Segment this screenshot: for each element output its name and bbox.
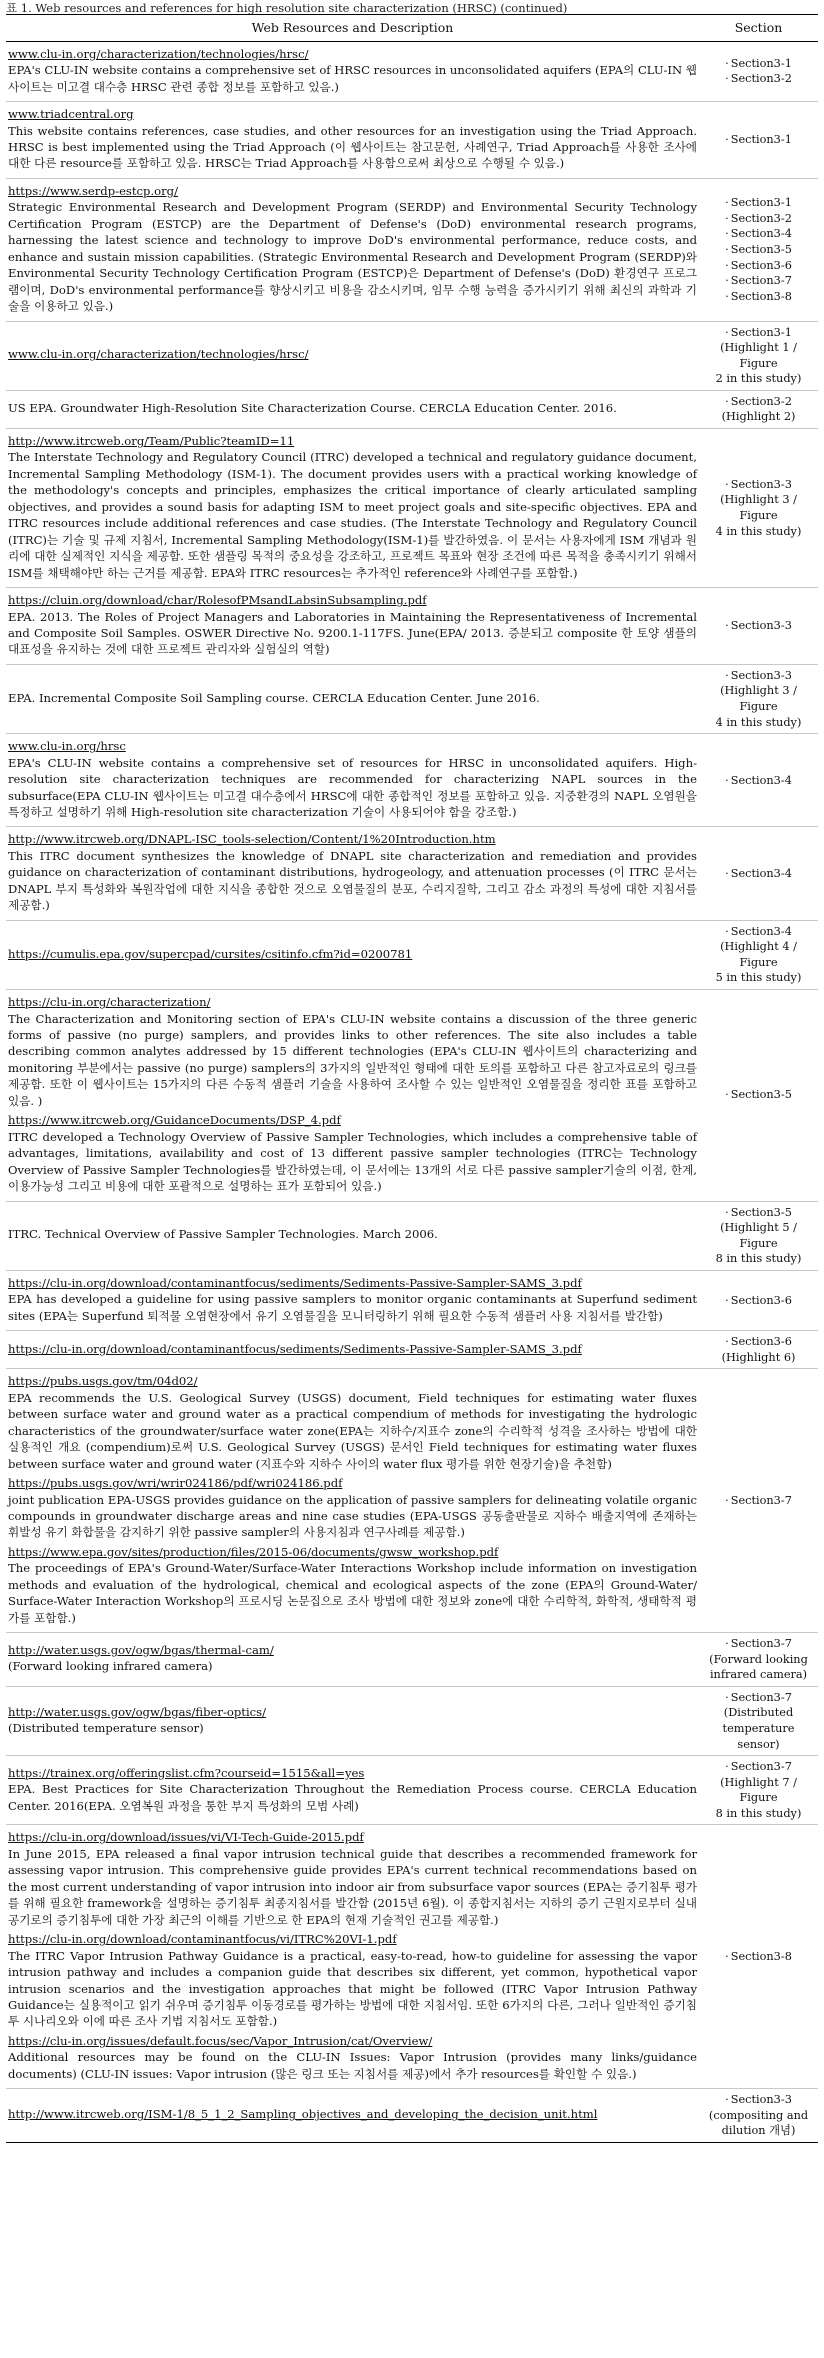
bullet-icon: · xyxy=(725,325,729,339)
section-label: (Highlight 4 / Figure xyxy=(720,940,797,969)
resource-item xyxy=(8,994,697,1109)
section-cell xyxy=(699,664,818,733)
resource-description: (Forward looking infrared camera) xyxy=(8,1659,213,1674)
resource-link[interactable]: https://trainex.org/offeringslist.cfm?courseid=1515&all=yes xyxy=(8,1765,365,1780)
section-column-header: Section xyxy=(699,15,818,42)
resource-link[interactable]: http://water.usgs.gov/ogw/bgas/thermal-cam/ xyxy=(8,1643,274,1658)
section-reference xyxy=(701,715,816,731)
section-reference xyxy=(701,939,816,970)
resource-description: EPA has developed a guideline for using passive samplers to monitor organic contaminants at Superfund sediment sites (EPA는 Superfund 퇴적물 오염현장에서 유기 오염물질을 모니터링하기 위해 필요한 수동적 샘플러 사용 지침서를 발간함) xyxy=(8,1292,697,1323)
resource-item xyxy=(8,831,697,913)
section-label: (Distributed xyxy=(723,1706,794,1720)
section-reference xyxy=(701,1705,816,1721)
resource-item xyxy=(8,183,697,315)
table-row xyxy=(6,1270,818,1330)
section-label: (Highlight 3 / Figure xyxy=(720,684,797,714)
resource-description: EPA. Incremental Composite Soil Sampling course. CERCLA Education Center. June 2016. xyxy=(8,690,540,705)
table-row xyxy=(6,1686,818,1755)
section-reference xyxy=(701,1721,816,1752)
section-reference xyxy=(701,1690,816,1706)
section-reference xyxy=(701,195,816,211)
section-label: dilution 개념) xyxy=(721,2124,796,2138)
section-reference xyxy=(701,1220,816,1251)
resource-description: The proceedings of EPA's Ground-Water/Surface-Water Interactions Workshop include information on investigation methods and evaluation of the hydrological, chemical and ecological aspects of the zone (EPA의 Ground-Water/ Surface-Water Interaction Workshop의 프로시딩 논문집으로 조사 방법에 대한 정보와 zone에 대한 수리학적, 화학적, 생태학적 평가를 포함함.) xyxy=(8,1561,697,1625)
section-cell xyxy=(699,1633,818,1687)
resource-link[interactable]: https://clu-in.org/download/contaminantfocus/vi/ITRC%20VI-1.pdf xyxy=(8,1932,397,1947)
section-reference xyxy=(701,668,816,684)
bullet-icon: · xyxy=(725,227,729,241)
resource-link[interactable]: https://www.serdp-estcp.org/ xyxy=(8,183,178,198)
bullet-icon: · xyxy=(725,477,729,491)
section-label: Section3-3 xyxy=(730,619,792,633)
section-cell xyxy=(699,827,818,920)
resource-cell xyxy=(6,2089,699,2143)
resource-link[interactable]: https://clu-in.org/download/contaminantfocus/sediments/Sediments-Passive-Sampler-SAMS_3.pdf xyxy=(8,1275,582,1290)
resource-item xyxy=(8,1642,697,1675)
resource-cell xyxy=(6,920,699,989)
resource-link[interactable]: https://pubs.usgs.gov/wri/wrir024186/pdf/wri024186.pdf xyxy=(8,1476,343,1491)
resource-item xyxy=(8,1275,697,1324)
section-label: Section3-7 xyxy=(730,274,792,288)
resource-cell xyxy=(6,1201,699,1270)
resource-item xyxy=(8,46,697,95)
resource-item xyxy=(8,592,697,658)
section-reference xyxy=(701,211,816,227)
bullet-icon: · xyxy=(725,56,729,70)
resource-cell xyxy=(6,827,699,920)
resource-description: This website contains references, case studies, and other resources for an investigation using the Triad Approach. HRSC is best implemented using the Triad Approach (이 웹사이트는 참고문헌, 사례연구, Triad Approach를 사용한 조사에 대한 다른 resource를 포함하고 있음. HRSC는 Triad Approach를 사용함으로써 최상으로 수행될 수 있음.) xyxy=(8,123,697,171)
section-label: Section3-3 xyxy=(730,2093,792,2107)
resource-description: Strategic Environmental Research and Development Program (SERDP) and Environmental Security Technology Certification Program (ESTCP) are the Department of Defense's (DoD) environmental research programs, harnessing the latest science and technology to improve DoD's environmental performance, reduce costs, and enhance and sustain mission capabilities. (Strategic Environmental Research and Development Program (SERDP)와 Environmental Security Technology Certification Program (ESTCP)은 Department of Defense's (DoD) 환경연구 프로그램이며, DoD's environmental performance를 향상시키고 비용을 감소시키며, 임무 수행 능력을 증가시키기 위해 최신의 과학과 기술을 이용하고 있음.) xyxy=(8,200,697,314)
section-label: 4 in this study) xyxy=(715,715,802,729)
section-label: Section3-1 xyxy=(730,325,792,339)
section-label: Section3-8 xyxy=(730,1950,792,1964)
bullet-icon: · xyxy=(725,1760,729,1774)
section-reference xyxy=(701,71,816,87)
resource-description: EPA's CLU-IN website contains a comprehensive set of resources for HRSC in unconsolidated aquifers. High-resolution site characterization techniques are recommended for characterizing NAPL sources in the subsurface(EPA CLU-IN 웹사이트는 미고결 대수층에서 HRSC에 대한 종합적인 정보를 포함하고 있음. 지중환경의 NAPL 오염원을 특정하고 설명하기 위해 High-resolution site characterization 기술이 사용되어야 함을 강조함.) xyxy=(8,755,697,820)
resource-item xyxy=(8,1341,697,1357)
section-label: Section3-6 xyxy=(730,1335,792,1349)
section-label: Section3-6 xyxy=(730,1293,792,1307)
section-reference xyxy=(701,409,816,425)
section-label: (compositing and xyxy=(708,2108,809,2122)
section-reference xyxy=(701,1350,816,1366)
table-row xyxy=(6,41,818,101)
table-row xyxy=(6,429,818,588)
resource-item xyxy=(8,1226,697,1242)
section-label: Section3-3 xyxy=(730,668,792,682)
resource-description: EPA's CLU-IN website contains a comprehensive set of HRSC resources in unconsolidated aquifers (EPA의 CLU-IN 웹사이트는 미고결 대수층 HRSC 관련 종합 정보를 포함하고 있음.) xyxy=(8,63,697,94)
resource-cell xyxy=(6,664,699,733)
section-label: 5 in this study) xyxy=(715,971,802,985)
resource-item xyxy=(8,1475,697,1541)
resource-description: The Interstate Technology and Regulatory Council (ITRC) developed a technical and regulatory guidance document, Incremental Sampling Methodology (ISM-1). The document provides users with a practical working knowledge of the methodology's concepts and principles, emphasizes the critical importance of clearly articulated sampling objectives, and provides a sound basis for adapting ISM to meet project goals and site-specific objectives. EPA and ITRC resources include additional references and case studies. (The Interstate Technology and Regulatory Council (ITRC)는 기술 및 규제 지침서, Incremental Sampling Methodology(ISM-1)를 발간하였음. 이 문서는 사용자에게 ISM 개념과 원리에 대한 실제적인 지식을 제공함. 또한 샘플링 목적의 중요성을 강조하고, 프로젝트 목표와 현장 조건에 따른 목적을 충족시키기 위해서 ISM를 채택해야만 하는 근거를 제공함. EPA와 ITRC resources는 추가적인 reference와 사례연구를 포함함.) xyxy=(8,450,697,580)
section-cell xyxy=(699,990,818,1201)
section-reference xyxy=(701,1667,816,1683)
section-cell xyxy=(699,1201,818,1270)
section-cell xyxy=(699,588,818,665)
resource-description: In June 2015, EPA released a final vapor intrusion technical guide that describes a recommended framework for assessing vapor intrusion. This comprehensive guide provides EPA's current technical recommendations based on the most current understanding of vapor intrusion into indoor air from subsurface vapor sources (EPA는 증기침투 평가를 위해 필요한 framework을 설명하는 증기침투 최종지침서를 발간함 (2015년 6월). 이 종합지침서는 지하의 증기 근원지로부터 실내 공기로의 증기침투에 대한 가장 최근의 이해를 기반으로 한 EPA의 현재 기술적인 권고를 제공함.) xyxy=(8,1846,697,1927)
resource-item xyxy=(8,400,697,416)
section-label: (Highlight 1 / Figure xyxy=(720,341,797,370)
section-reference xyxy=(701,394,816,410)
resource-description: The ITRC Vapor Intrusion Pathway Guidance is a practical, easy-to-read, how-to guideline for assessing the vapor intrusion pathway and includes a companion guide that describes six different, yet common, hypothetical vapor intrusion scenarios and the investigation approaches that might be followed (ITRC Vapor Intrusion Pathway Guidance는 실용적이고 읽기 쉬우며 증기침투 이동경로를 평가하는 방법에 대한 지침서임. 또한 6가지의 다른, 그러나 일반적인 증기침투 시나리오와 이에 따른 조사 기법 지침서도 포함함.) xyxy=(8,1948,697,2029)
bullet-icon: · xyxy=(725,1493,729,1507)
resource-description: joint publication EPA-USGS provides guidance on the application of passive samplers for delineating volatile organic compounds in groundwater discharge areas and nine case studies (EPA-USGS 공동출판물로 지하수 배출지역에 존재하는 휘발성 유기 화합물을 감지하기 위한 passive sampler의 사용지침과 연구사례를 제공함.) xyxy=(8,1492,697,1540)
section-reference xyxy=(701,1652,816,1668)
section-cell xyxy=(699,321,818,390)
resource-cell xyxy=(6,1331,699,1369)
section-label: Section3-5 xyxy=(730,1088,792,1102)
resources-table xyxy=(6,14,818,2143)
section-label: (Highlight 7 / Figure xyxy=(720,1775,797,1805)
section-cell xyxy=(699,1686,818,1755)
resource-cell xyxy=(6,1270,699,1330)
section-label: Section3-5 xyxy=(730,1205,792,1219)
bullet-icon: · xyxy=(725,289,729,303)
section-reference xyxy=(701,371,816,387)
section-cell xyxy=(699,1331,818,1369)
section-label: Section3-4 xyxy=(730,924,792,938)
resource-link[interactable]: http://www.itrcweb.org/Team/Public?teamID=11 xyxy=(8,434,295,449)
section-reference xyxy=(701,773,816,789)
bullet-icon: · xyxy=(725,2093,729,2107)
section-label: (Highlight 2) xyxy=(721,410,796,424)
section-reference xyxy=(701,1251,816,1267)
bullet-icon: · xyxy=(725,258,729,272)
resource-link[interactable]: https://www.itrcweb.org/GuidanceDocuments/DSP_4.pdf xyxy=(8,1113,341,1128)
section-label: Section3-1 xyxy=(730,56,792,70)
section-reference xyxy=(701,492,816,523)
section-label: temperature sensor) xyxy=(722,1722,795,1751)
table-row xyxy=(6,827,818,920)
section-cell xyxy=(699,734,818,827)
section-label: infrared camera) xyxy=(709,1668,808,1682)
resource-link[interactable]: https://cluin.org/download/char/RolesofPMsandLabsinSubsampling.pdf xyxy=(8,593,427,608)
resource-link[interactable]: https://clu-in.org/characterization/ xyxy=(8,995,211,1010)
table-row xyxy=(6,1756,818,1825)
section-reference xyxy=(701,1087,816,1103)
resource-description: US EPA. Groundwater High-Resolution Site Characterization Course. CERCLA Education Center. 2016. xyxy=(8,401,617,416)
resource-cell xyxy=(6,390,699,428)
section-reference xyxy=(701,1293,816,1309)
table-row xyxy=(6,178,818,321)
resource-cell xyxy=(6,1633,699,1687)
section-label: Section3-8 xyxy=(730,289,792,303)
section-reference xyxy=(701,132,816,148)
table-row xyxy=(6,390,818,428)
section-reference xyxy=(701,289,816,305)
resource-description: The Characterization and Monitoring section of EPA's CLU-IN website contains a discussion of the three generic forms of passive (no purge) samplers, and provides links to other references. The site also includes a table describing common analytes addressed by 15 different technologies (EPA's CLU-IN 웹사이트의 characterizing and monitoring 부분에서는 passive (no purge) samplers의 3가지의 일반적인 형태에 대한 토의를 포함하고 다른 참고자료로의 링크를 제공함. 또한 이 웹사이트는 15가지의 다른 수동적 샘플러 기술을 사용하여 조사할 수 있는 일반적인 오염물질을 정리한 표를 포함하고 있음. ) xyxy=(8,1011,697,1108)
section-reference xyxy=(701,1334,816,1350)
resource-cell xyxy=(6,990,699,1201)
resource-item xyxy=(8,1544,697,1626)
table-header-row xyxy=(6,15,818,42)
section-label: Section3-2 xyxy=(730,394,792,408)
table-caption: 표 1. Web resources and references for high resolution site characterization (HRSC) (continued) xyxy=(6,2,568,14)
section-reference xyxy=(701,1949,816,1965)
section-reference xyxy=(701,683,816,714)
section-label: Section3-5 xyxy=(730,242,792,256)
resource-description: Additional resources may be found on the CLU-IN Issues: Vapor Intrusion (provides many links/guidance documents) (CLU-IN issues: Vapor intrusion (많은 링크 또는 지침서를 제공)에서 추가 resources를 확인할 수 있음.) xyxy=(8,2050,697,2081)
table-row xyxy=(6,1331,818,1369)
resource-cell xyxy=(6,1686,699,1755)
bullet-icon: · xyxy=(725,619,729,633)
resource-description: (Distributed temperature sensor) xyxy=(8,1721,204,1736)
section-label: 4 in this study) xyxy=(715,524,802,538)
resource-link[interactable]: https://www.epa.gov/sites/production/files/2015-06/documents/gwsw_workshop.pdf xyxy=(8,1544,499,1559)
resource-cell xyxy=(6,734,699,827)
section-reference xyxy=(701,1806,816,1822)
section-reference xyxy=(701,866,816,882)
table-row xyxy=(6,1369,818,1633)
bullet-icon: · xyxy=(725,1335,729,1349)
resource-cell xyxy=(6,588,699,665)
section-reference xyxy=(701,924,816,940)
section-reference xyxy=(701,56,816,72)
section-label: Section3-7 xyxy=(730,1760,792,1774)
resource-link[interactable]: https://clu-in.org/issues/default.focus/sec/Vapor_Intrusion/cat/Overview/ xyxy=(8,2033,433,2048)
section-label: Section3-4 xyxy=(730,227,792,241)
table-body xyxy=(6,41,818,2142)
resource-link[interactable]: http://www.itrcweb.org/ISM-1/8_5_1_2_Sampling_objectives_and_developing_the_decision_unit.html xyxy=(8,2107,598,2122)
section-label: Section3-7 xyxy=(730,1493,792,1507)
section-reference xyxy=(701,970,816,986)
resource-cell xyxy=(6,1369,699,1633)
resource-item xyxy=(8,1829,697,1928)
resource-item xyxy=(8,106,697,172)
bullet-icon: · xyxy=(725,773,729,787)
resource-link[interactable]: www.clu-in.org/characterization/technologies/hrsc/ xyxy=(8,46,309,61)
table-row xyxy=(6,102,818,179)
section-cell xyxy=(699,102,818,179)
section-label: Section3-4 xyxy=(730,773,792,787)
section-reference xyxy=(701,1775,816,1806)
section-reference xyxy=(701,1636,816,1652)
resource-description: This ITRC document synthesizes the knowledge of DNAPL site characterization and remediation and provides guidance on characterization of contaminant distributions, hydrogeology, and attenuation processes (이 ITRC 문서는 DNAPL 부지 특성화와 복원작업에 대한 지식을 종합한 것으로 오염물질의 분포, 수리지질학, 그리고 감소 과정의 특성에 대한 지침서를 제공함.) xyxy=(8,848,697,913)
bullet-icon: · xyxy=(725,394,729,408)
resource-description: ITRC developed a Technology Overview of Passive Sampler Technologies, which includes a comprehensive table of advantages, limitations, availability and cost of 13 different passive sampler technologies (ITRC는 Technology Overview of Passive Sampler Technologies를 발간하였는데, 이 문서에는 13개의 서로 다른 passive sampler기술의 이점, 한계, 이용가능성 그리고 비용에 대한 포괄적으로 설명하는 표가 포함되어 있음.) xyxy=(8,1129,697,1194)
resource-item xyxy=(8,1112,697,1194)
section-reference xyxy=(701,477,816,493)
section-label: Section3-7 xyxy=(730,1637,792,1651)
resource-item xyxy=(8,738,697,820)
section-label: 8 in this study) xyxy=(715,1806,802,1820)
resource-item xyxy=(8,2106,697,2122)
section-label: Section3-3 xyxy=(730,477,792,491)
table-row xyxy=(6,321,818,390)
section-reference xyxy=(701,325,816,341)
section-cell xyxy=(699,1756,818,1825)
resource-item xyxy=(8,433,697,581)
section-reference xyxy=(701,273,816,289)
bullet-icon: · xyxy=(725,866,729,880)
section-cell xyxy=(699,1270,818,1330)
resource-description: EPA. Best Practices for Site Characterization Throughout the Remediation Process course. CERCLA Education Center. 2016(EPA. 오염복원 과정을 통한 부지 특성화의 모범 사례) xyxy=(8,1782,697,1813)
table-header xyxy=(6,15,818,42)
section-reference xyxy=(701,618,816,634)
section-label: (Highlight 6) xyxy=(721,1350,796,1364)
resource-cell xyxy=(6,102,699,179)
resource-cell xyxy=(6,1825,699,2089)
resource-cell xyxy=(6,178,699,321)
section-label: Section3-2 xyxy=(730,211,792,225)
bullet-icon: · xyxy=(725,1690,729,1704)
section-label: Section3-2 xyxy=(730,72,792,86)
section-label: (Forward looking xyxy=(709,1652,808,1666)
resource-column-header: Web Resources and Description xyxy=(6,15,699,42)
section-reference xyxy=(701,1759,816,1775)
section-reference xyxy=(701,2108,816,2124)
resource-link[interactable]: http://water.usgs.gov/ogw/bgas/fiber-optics/ xyxy=(8,1704,266,1719)
section-label: Section3-7 xyxy=(730,1690,792,1704)
section-cell xyxy=(699,390,818,428)
table-row xyxy=(6,588,818,665)
resource-item xyxy=(8,1373,697,1472)
resource-link[interactable]: http://www.itrcweb.org/DNAPL-ISC_tools-selection/Content/1%20Introduction.htm xyxy=(8,832,496,847)
section-cell xyxy=(699,178,818,321)
resource-item xyxy=(8,946,697,962)
resource-cell xyxy=(6,429,699,588)
table-row xyxy=(6,920,818,989)
bullet-icon: · xyxy=(725,196,729,210)
table-row xyxy=(6,2089,818,2143)
bullet-icon: · xyxy=(725,72,729,86)
section-reference xyxy=(701,1493,816,1509)
table-row xyxy=(6,1201,818,1270)
resource-link[interactable]: https://pubs.usgs.gov/tm/04d02/ xyxy=(8,1374,198,1389)
section-reference xyxy=(701,258,816,274)
bullet-icon: · xyxy=(725,211,729,225)
section-cell xyxy=(699,429,818,588)
resource-link[interactable]: https://cumulis.epa.gov/supercpad/cursites/csitinfo.cfm?id=0200781 xyxy=(8,946,413,961)
resource-cell xyxy=(6,1756,699,1825)
resource-description: EPA. 2013. The Roles of Project Managers and Laboratories in Maintaining the Representativeness of Incremental and Composite Soil Samples. OSWER Directive No. 9200.1-117FS. June(EPA/ 2013. 증분되고 composite 한 토양 샘플의 대표성을 유지하는 것에 대한 프로젝트 관리자와 실험실의 역할) xyxy=(8,609,697,657)
section-label: (Highlight 5 / Figure xyxy=(720,1221,797,1250)
bullet-icon: · xyxy=(725,668,729,682)
bullet-icon: · xyxy=(725,1293,729,1307)
table-row xyxy=(6,734,818,827)
section-reference xyxy=(701,2092,816,2108)
section-label: Section3-6 xyxy=(730,258,792,272)
bullet-icon: · xyxy=(725,133,729,147)
table-row xyxy=(6,664,818,733)
bullet-icon: · xyxy=(725,1637,729,1651)
bullet-icon: · xyxy=(725,924,729,938)
section-cell xyxy=(699,41,818,101)
section-cell xyxy=(699,1825,818,2089)
resource-description: EPA recommends the U.S. Geological Survey (USGS) document, Field techniques for estimating water fluxes between surface water and ground water as a practical compendium of methods for investigating the hydrologic characteristics of the groundwater/surface water zone(EPA는 지하수/지표수 zone의 수리학적 성격을 조사하는 방법에 대한 실용적인 개요 (compendium)로써 U.S. Geological Survey (USGS) 문서인 Field techniques for estimating water fluxes between surface water and ground water (지표수와 지하수 사이의 water flux 평가를 위한 현장기술)을 추천함) xyxy=(8,1390,697,1471)
resource-link[interactable]: https://clu-in.org/download/issues/vi/VI-Tech-Guide-2015.pdf xyxy=(8,1830,364,1845)
resource-item xyxy=(8,346,697,362)
table-row xyxy=(6,1633,818,1687)
resource-cell xyxy=(6,321,699,390)
section-reference xyxy=(701,340,816,371)
resource-link[interactable]: https://clu-in.org/download/contaminantfocus/sediments/Sediments-Passive-Sampler-SAMS_3.pdf xyxy=(8,1341,582,1356)
section-label: 2 in this study) xyxy=(715,372,802,386)
resource-item xyxy=(8,2033,697,2082)
section-label: Section3-4 xyxy=(730,866,792,880)
table-row xyxy=(6,1825,818,2089)
bullet-icon: · xyxy=(725,274,729,288)
section-cell xyxy=(699,1369,818,1633)
resource-link[interactable]: www.clu-in.org/characterization/technologies/hrsc/ xyxy=(8,347,309,362)
resource-link[interactable]: www.triadcentral.org xyxy=(8,107,134,122)
resource-item xyxy=(8,690,697,706)
bullet-icon: · xyxy=(725,1950,729,1964)
resource-cell xyxy=(6,41,699,101)
section-reference xyxy=(701,226,816,242)
section-label: (Highlight 3 / Figure xyxy=(720,493,797,523)
bullet-icon: · xyxy=(725,242,729,256)
table-row xyxy=(6,990,818,1201)
bullet-icon: · xyxy=(725,1205,729,1219)
section-reference xyxy=(701,2123,816,2139)
resource-link[interactable]: www.clu-in.org/hrsc xyxy=(8,739,126,754)
section-reference xyxy=(701,524,816,540)
bullet-icon: · xyxy=(725,1088,729,1102)
resource-item xyxy=(8,1704,697,1737)
section-reference xyxy=(701,1205,816,1221)
resource-item xyxy=(8,1931,697,2030)
resource-description: ITRC. Technical Overview of Passive Sampler Technologies. March 2006. xyxy=(8,1227,438,1242)
section-label: Section3-1 xyxy=(730,196,792,210)
section-cell xyxy=(699,920,818,989)
section-reference xyxy=(701,242,816,258)
resource-item xyxy=(8,1765,697,1814)
section-label: Section3-1 xyxy=(730,133,792,147)
section-label: 8 in this study) xyxy=(715,1252,802,1266)
section-cell xyxy=(699,2089,818,2143)
